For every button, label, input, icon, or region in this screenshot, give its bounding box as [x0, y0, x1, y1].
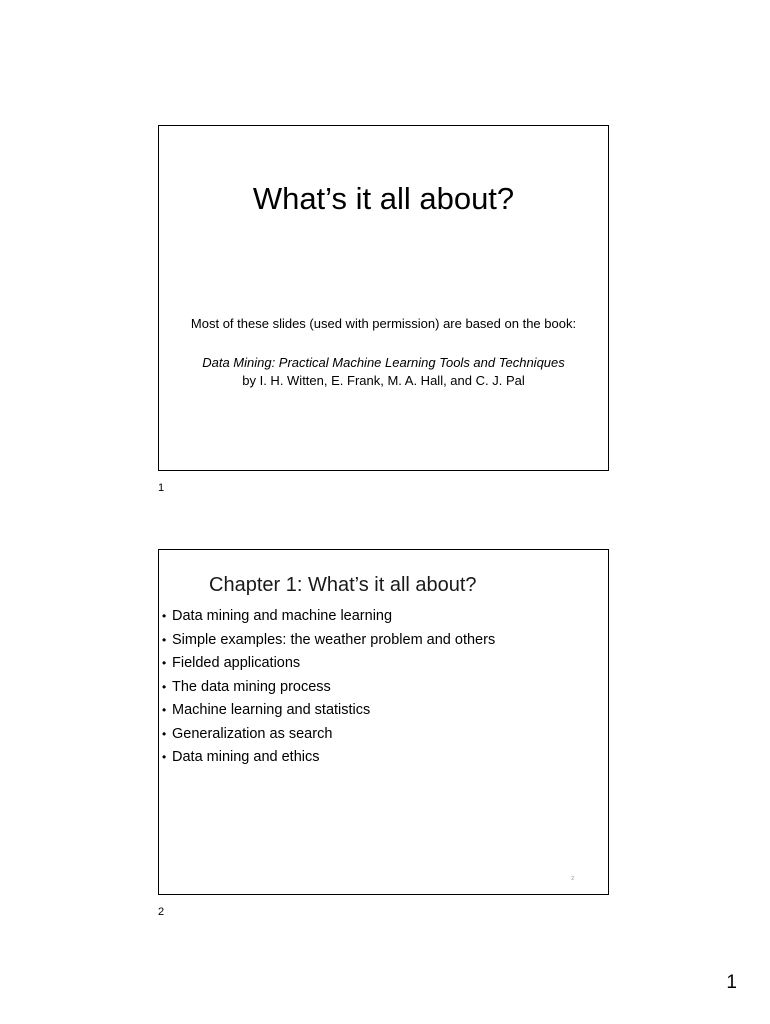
list-item	[162, 699, 495, 723]
slide-caption: 2	[158, 906, 165, 918]
list-item-text: Generalization as search	[172, 725, 333, 742]
bullet-icon: •	[162, 703, 167, 717]
slide-1	[158, 125, 609, 471]
list-item-text: Fielded applications	[172, 655, 301, 671]
list-item-text: Data mining and ethics	[172, 749, 320, 765]
list-item	[162, 605, 495, 629]
bullet-icon: •	[162, 726, 167, 741]
source-note: Most of these slides (used with permission) are based on the book:	[190, 316, 577, 331]
bullet-icon: •	[162, 679, 167, 694]
book-reference	[159, 354, 608, 390]
slide-2	[158, 549, 609, 895]
slide-title: Chapter 1: What’s it all about?	[209, 574, 477, 596]
list-item	[162, 723, 495, 747]
list-item-text: Simple examples: the weather problem and others	[172, 631, 496, 648]
page-number: 1	[726, 972, 737, 993]
bullet-icon: •	[162, 632, 167, 647]
slide-caption: 1	[158, 482, 165, 494]
list-item	[162, 629, 495, 653]
list-item	[162, 652, 495, 676]
slide-title: What’s it all about?	[252, 181, 515, 216]
list-item	[162, 746, 495, 770]
list-item-text: The data mining process	[172, 678, 331, 695]
bullet-list	[162, 605, 495, 770]
slide-number: 2	[571, 876, 574, 882]
bullet-icon: •	[162, 656, 167, 670]
list-item-text: Data mining and machine learning	[172, 608, 393, 624]
bullet-icon: •	[162, 750, 167, 764]
book-authors: by I. H. Witten, E. Frank, M. A. Hall, and C. J. Pal	[242, 373, 525, 388]
bullet-icon: •	[162, 609, 167, 623]
list-item	[162, 676, 495, 700]
list-item-text: Machine learning and statistics	[172, 702, 371, 718]
book-title: Data Mining: Practical Machine Learning Tools and Techniques	[202, 355, 565, 370]
